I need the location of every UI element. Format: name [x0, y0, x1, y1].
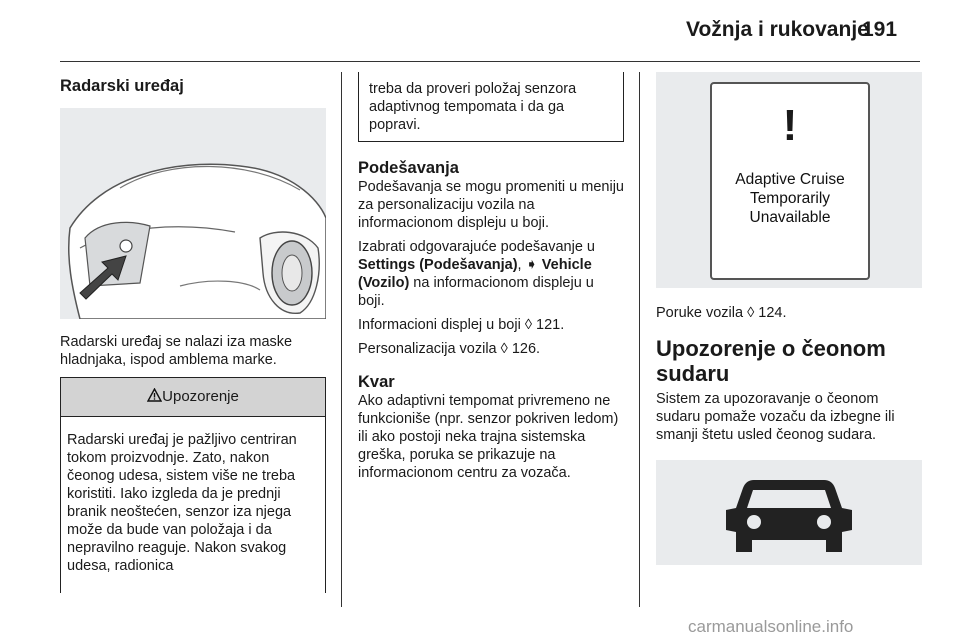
- warning-continued-text: treba da proveri položaj senzora adaptivnog tempomata i da ga popravi.: [369, 81, 577, 133]
- settings-paragraph-2: [358, 238, 624, 310]
- page-ref-icon: ◊: [747, 305, 755, 321]
- reference-info-display: [358, 316, 624, 334]
- reference-page: 126.: [511, 341, 541, 357]
- collision-paragraph: Sistem za upozoravanje o čeonom sudaru pomaže vozaču da izbegne ili smanji štetu usled čeonog sudara.: [656, 391, 895, 443]
- column-2: [358, 72, 624, 482]
- menu-arrow-icon: ➧: [525, 257, 538, 273]
- heading-line-1: Upozorenje o čeonom: [656, 336, 886, 361]
- car-radar-figure: [60, 108, 326, 319]
- section-heading-radar: Radarski uređaj: [60, 77, 184, 95]
- page-number: 191: [862, 18, 898, 41]
- settings-text-sep: ,: [517, 257, 526, 273]
- page-header-title: Vožnja i rukovanje: [686, 18, 869, 41]
- display-line-1: Adaptive Cruise: [735, 171, 845, 188]
- settings-text-end: na informacionom displeju u boji.: [358, 275, 594, 309]
- exclamation-icon: !: [782, 101, 798, 150]
- radar-caption: Radarski uređaj se nalazi iza maske hladnjaka, ispod amblema marke.: [60, 334, 293, 368]
- reference-text: Informacioni displej u boji: [358, 317, 521, 333]
- reference-vehicle-messages: [656, 304, 922, 322]
- reference-text: Personalizacija vozila: [358, 341, 497, 357]
- column-1: [60, 72, 326, 593]
- fault-paragraph: Ako adaptivni tempomat privremeno ne funkcioniše (npr. senzor pokriven ledom) ili ako postoji neka trajna sistemska greška, poruka se prikazuje na informacionom centru za vozača.: [358, 393, 619, 481]
- warning-continued-box: [358, 72, 624, 142]
- vehicle-menu-label: Vehicle (Vozilo): [358, 257, 592, 291]
- heading-line-2: sudaru: [656, 361, 730, 386]
- page-ref-icon: ◊: [500, 341, 508, 357]
- display-screen: [710, 82, 870, 280]
- display-line-2: Temporarily: [749, 190, 831, 207]
- warning-box: [60, 377, 326, 593]
- warning-triangle-icon: [147, 388, 162, 402]
- section-heading-settings: Podešavanja: [358, 159, 459, 177]
- settings-paragraph-1: Podešavanja se mogu promeniti u meniju za personalizaciju vozila na informacionom displeju u boji.: [358, 179, 624, 231]
- reference-personalization: [358, 340, 624, 358]
- display-message: [712, 170, 868, 227]
- warning-header: [61, 378, 325, 417]
- car-front-illustration: [60, 108, 326, 319]
- column-divider-1: [341, 72, 342, 607]
- watermark: carmanualsonline.info: [688, 617, 854, 636]
- column-divider-2: [639, 72, 640, 607]
- display-line-3: Unavailable: [749, 209, 831, 226]
- warning-body: Radarski uređaj je pažljivo centriran tokom proizvodnje. Zato, nakon čeonog udesa, sistem više ne treba koristiti. Iako izgleda da je prednji branik neoštećen, senzor iza njega može da bude van položaja i da nepravilno reaguje. Nakon svakog udesa, radionica: [67, 432, 297, 574]
- reference-page: 124.: [758, 305, 787, 321]
- header-divider: [60, 61, 920, 62]
- car-front-icon: [656, 460, 922, 565]
- section-heading-fault: Kvar: [358, 373, 395, 391]
- driver-info-display-figure: [656, 72, 922, 288]
- reference-page: 121.: [536, 317, 565, 333]
- reference-text: Poruke vozila: [656, 305, 744, 321]
- section-heading-collision: [656, 336, 922, 386]
- column-3: [656, 72, 922, 565]
- collision-icon-figure: [656, 460, 922, 565]
- page-ref-icon: ◊: [524, 317, 533, 333]
- settings-menu-label: Settings (Podešavanja): [358, 257, 518, 273]
- warning-title: Upozorenje: [162, 388, 239, 405]
- settings-text: Izabrati odgovarajuće podešavanje u: [358, 239, 595, 255]
